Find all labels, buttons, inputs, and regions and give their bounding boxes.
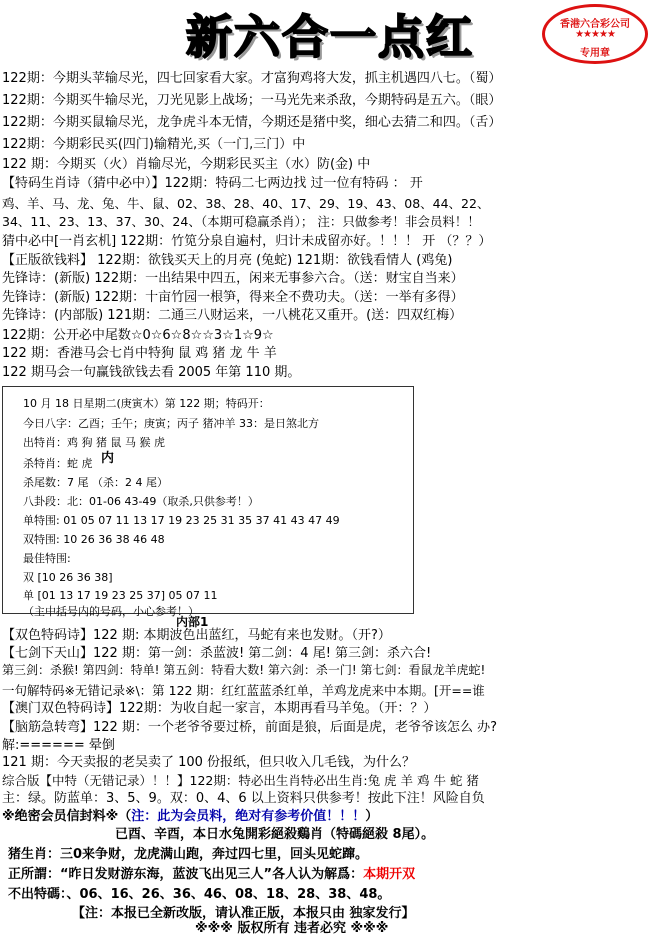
box-line-12: （主中括号内的号码，小心参考！） (23, 605, 199, 618)
bottom-line-1: 【双色特码诗】122 期: 本期波色出蓝红，马蛇有来也发财。（开?） (2, 628, 391, 643)
box-line-8: 双特围: 10 26 36 38 46 48 (23, 533, 165, 546)
vip-line (2, 808, 378, 825)
notice-line: 【注：本报已全新改版，请认准正版，本报只由 独家发行】 (72, 906, 415, 921)
zheng-red: 本期开双 (363, 867, 416, 882)
vip-note: 注：此为会员料，绝对有参考价值！！！ (131, 809, 366, 824)
zheng-prefix: 正所謂：“昨日发财游东海，蓝波飞出见三人”各人认为解爲： (8, 867, 364, 882)
bottom-line-4: 一句解特码※无错记录※\：第 122 期：红红蓝蓝杀红单，羊鸡龙虎来中本期。[开==谁 (2, 683, 485, 698)
top-line-3: 122期：今期买鼠输尽光，龙争虎斗本无情，今期还是猪中奖，细心去猜二和四。（舌） (2, 115, 502, 130)
company-seal (542, 4, 648, 64)
box-line-7: 单特围: 01 05 07 11 13 17 19 23 25 31 35 37 41 43 47 49 (23, 514, 340, 527)
bottom-line-7: 解:====== 晕倒 (2, 738, 115, 753)
bottom-line-2: 【七剑下天山】122 期：第一剑：杀蓝波! 第二剑：4 尾! 第三剑：杀六合! (2, 646, 432, 661)
seal-line-1: 香港六合彩公司 (560, 19, 630, 30)
top-line-4: 122期：今期彩民买(四门)输精光,买（一门,三门）中 (2, 137, 306, 152)
box-line-4: 杀特肖：蛇 虎 (23, 457, 93, 470)
bottom-line-9: 综合版【中特（无错记录）！！】122期：特必出生肖特必出生肖:兔 虎 羊 鸡 牛 蛇 猪 (2, 773, 479, 788)
zheng-line (8, 866, 415, 883)
box-line-5: 杀尾数：7 尾 （杀：2 4 尾） (23, 476, 168, 489)
box-line-10: 双 [10 26 36 38] (23, 571, 113, 584)
inner-label-b: 内部1 (176, 615, 209, 629)
top-line-6: 【特码生肖诗（猜中必中）】122期：特码二七两边找 过一位有特码 ： 开 (2, 176, 423, 191)
box-line-3: 出特肖：鸡 狗 猪 鼠 马 猴 虎 (23, 436, 165, 449)
bottom-line-10: 主：绿。防蓝单：3、5、9。双：0、4、6 以上资料只供参考！按此下注！风险自负 (2, 791, 485, 806)
copyright-line: ※※※ 版权所有 违者必究 ※※※ (195, 921, 389, 936)
kill-line: 已酉、辛酉，本日水兔開彩絕殺鷄肖（特碼絕殺 8尾）。 (115, 827, 435, 842)
top-line-2: 122期：今期买牛输尽光，刀光见影上战场；一马光先来杀敌，今期特码是五六。（眼） (2, 93, 502, 108)
top-line-12: 先锋诗：(新版) 122期：十亩竹园一根笋，得来全不费功夫。（送：一举有多得） (2, 290, 464, 305)
box-line-1: 10 月 18 日星期二(庚寅木）第 122 期；特码开： (23, 397, 270, 410)
inner-label-a: 内 (101, 451, 115, 466)
seal-stars: ★★★★★ (575, 29, 615, 40)
prediction-box (2, 386, 414, 618)
no-special-line: 不出特碼：、06、16、26、36、46、08、18、28、38、48。 (8, 887, 391, 902)
bottom-line-6: 【脑筋急转弯】122 期：一个老爷爷要过桥，前面是狼，后面是虎，老爷爷该怎么 办? (2, 720, 497, 735)
top-line-13: 先锋诗：(内部版) 121期：二通三八财运来，一八桃花又重开。(送：四双红梅） (2, 308, 463, 323)
bottom-line-5: 【澳门双色特码诗】122期：为收自起一家言，本期再看马羊兔。（开：？） (2, 701, 437, 716)
box-line-11: 单 [01 13 17 19 23 25 37] 05 07 11 (23, 589, 218, 602)
bottom-line-3: 第三剑：杀猴! 第四剑：特单! 第五剑：特看大数! 第六剑：杀一门! 第七剑：看鼠龙羊虎蛇! (2, 663, 486, 677)
page-title: 新六合一点红 (186, 10, 474, 64)
top-line-8: 34、11、23、13、37、30、24、（本期可稳赢杀肖）； 注：只做参考！非会员料！！ (2, 214, 480, 229)
bottom-line-8: 121 期：今天卖报的老吴卖了 100 份报纸，但只收入几毛钱，为什么？ (2, 755, 416, 770)
top-line-10: 【正版欲钱料】 122期：欲钱买天上的月亮 (兔蛇) 121期：欲钱看情人 (鸡兔) (2, 253, 453, 268)
top-line-11: 先锋诗：(新版) 122期：一出结果中四五，闲来无事参六合。（送：财宝自当来） (2, 271, 464, 286)
top-line-14: 122期：公开必中尾数☆0☆6☆8☆☆3☆1☆9☆ (2, 328, 274, 343)
top-line-16: 122 期马会一句赢钱欲钱去看 2005 年第 110 期。 (2, 365, 301, 380)
vip-suffix: ） (365, 809, 379, 824)
top-line-7: 鸡、羊、马、龙、兔、牛、鼠、02、38、28、40、17、29、19、43、08、44、22、 (2, 196, 490, 211)
box-line-6: 八卦段：北：01-06 43-49（取杀,只供参考！） (23, 495, 259, 508)
box-line-9: 最佳特围: (23, 552, 71, 565)
vip-prefix: ※绝密会员信封料※（ (2, 809, 132, 824)
seal-line-3: 专用章 (580, 48, 610, 59)
top-line-15: 122 期：香港马会七肖中特狗 鼠 鸡 猪 龙 牛 羊 (2, 346, 277, 361)
top-line-1: 122期：今期头苹输尽光，四七回家看大家。才富狗鸡将大发，抓主机遇四八七。（蜀） (2, 71, 502, 86)
top-line-5: 122 期：今期买（火）肖输尽光，今期彩民买主（水）防(金) 中 (2, 157, 371, 172)
box-line-2: 今日八字：乙酉；壬午；庚寅；丙子 猪冲羊 33：是日煞北方 (23, 417, 319, 430)
top-line-9: 猜中必中[一肖玄机] 122期：竹笕分泉自遍村，归计未成留亦好。！！！ 开 （？？） (2, 234, 492, 249)
pig-line: 猪生肖：三0来争财，龙虎满山跑，奔过四七里，回头见蛇蹿。 (8, 847, 369, 862)
